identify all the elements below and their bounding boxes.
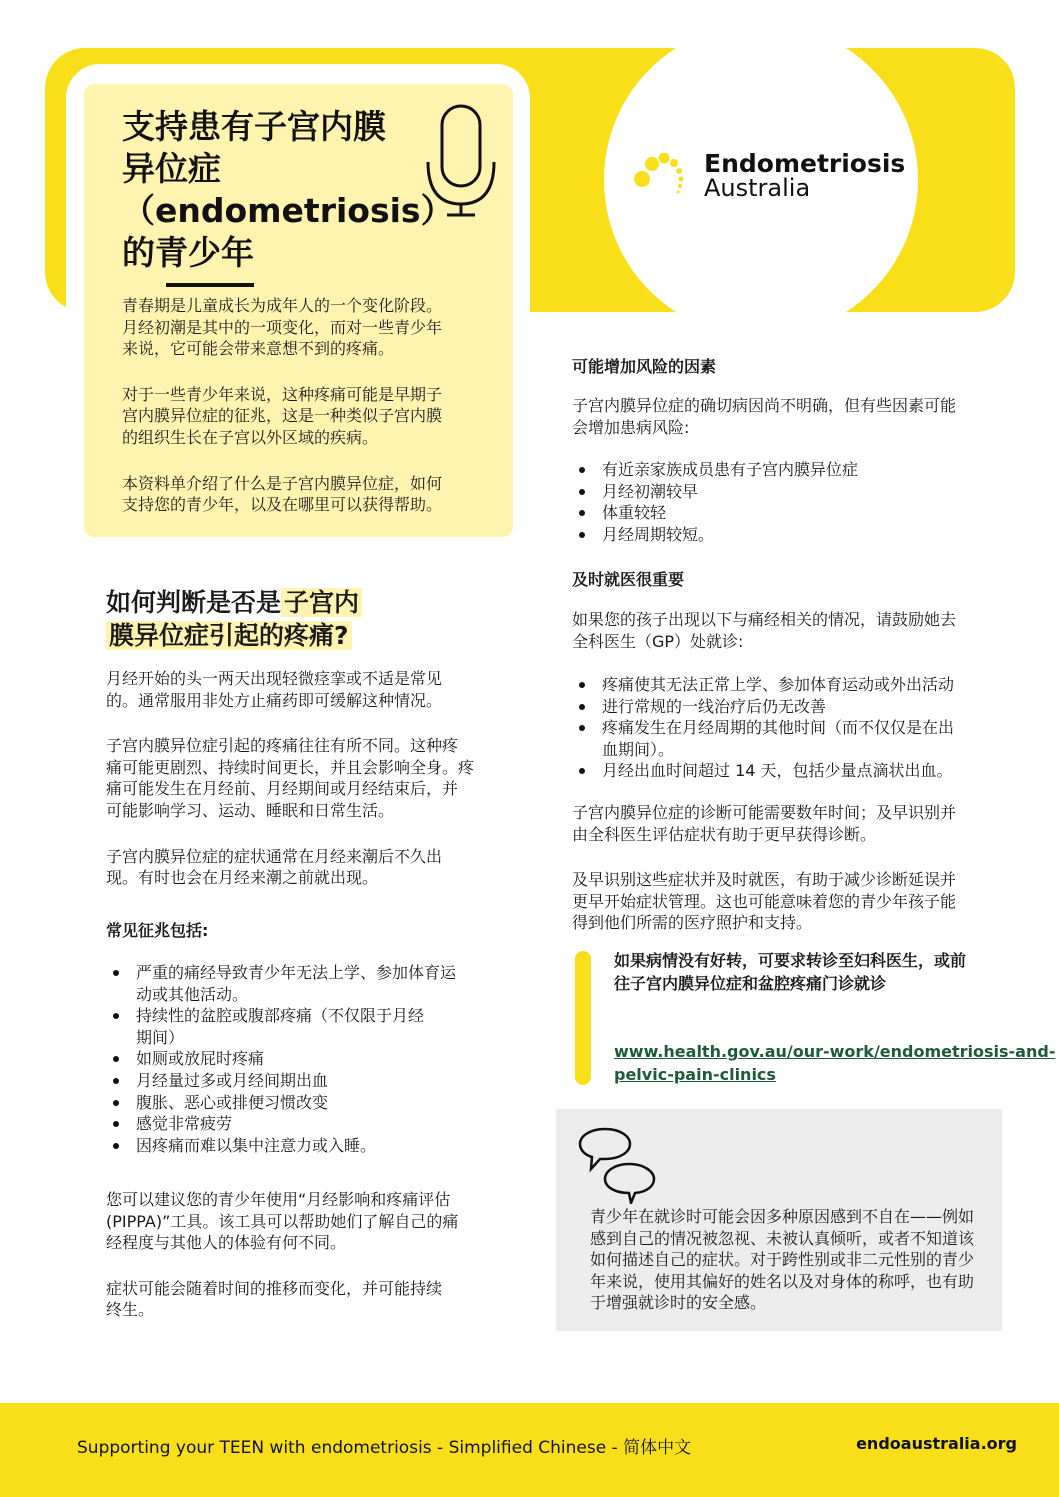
heading-highlight: 膜异位症引起的疼痛? xyxy=(106,621,352,650)
paragraph xyxy=(106,1278,458,1321)
text-line: 月经初潮较早 xyxy=(602,481,699,501)
list-item xyxy=(106,962,456,1005)
paragraph xyxy=(106,735,474,821)
text-line: 月经开始的头一两天出现轻微痉挛或不适是常见 xyxy=(106,669,443,688)
paragraph xyxy=(572,802,956,845)
list-item xyxy=(572,459,858,481)
paragraph xyxy=(106,846,474,889)
bullet-list xyxy=(106,962,456,1156)
list-item xyxy=(572,481,858,503)
text-line: 的青少年 xyxy=(122,233,254,272)
logo-name-line1: Endometriosis xyxy=(704,149,906,178)
page-title xyxy=(122,106,454,274)
text-line: pelvic-pain-clinics xyxy=(614,1065,776,1084)
paragraph xyxy=(122,295,442,360)
text-line: 严重的痛经导致青少年无法上学、参加体育运 xyxy=(136,963,457,982)
text-line: 会增加患病风险: xyxy=(572,417,690,437)
text-line: 支持患有子宫内膜 xyxy=(122,107,386,146)
list-item xyxy=(106,1135,456,1157)
text-line: 月经量过多或月经间期出血 xyxy=(136,1070,329,1090)
list-item xyxy=(572,696,954,718)
signs-list xyxy=(106,962,456,1156)
text-line: 子宫内膜异位症引起的疼痛往往有所不同。这种疼 xyxy=(106,736,459,756)
referral-callout xyxy=(614,949,966,995)
paragraph xyxy=(122,473,442,516)
text-line: 月经出血时间超过 14 天，包括少量点滴状出血。 xyxy=(602,761,953,781)
text-line: 血期间）。 xyxy=(602,739,675,759)
text-line: 如果您的孩子出现以下与痛经相关的情况，请鼓励她去 xyxy=(572,610,957,629)
text-line: 支持您的青少年，以及在哪里可以获得帮助。 xyxy=(122,495,443,515)
text-line: 因疼痛而难以集中注意力或入睡。 xyxy=(136,1135,377,1155)
text-line: 的组织生长在子宫以外区域的疾病。 xyxy=(122,427,379,447)
text-line: 往子宫内膜异位症和盆腔疼痛门诊就诊 xyxy=(614,974,887,993)
list-item xyxy=(106,1113,456,1135)
text-line: 于增强就诊时的安全感。 xyxy=(590,1293,767,1313)
bullet-list xyxy=(572,674,954,782)
intro-text xyxy=(122,295,442,516)
heading-text: 如何判断是否是 xyxy=(106,588,282,617)
tip-text xyxy=(590,1206,974,1314)
list-item xyxy=(106,1005,456,1048)
diagnosis-paragraphs xyxy=(572,802,956,934)
text-line: 青春期是儿童成长为成年人的一个变化阶段。 xyxy=(122,296,443,315)
text-line: 进行常规的一线治疗后仍无改善 xyxy=(602,696,827,716)
paragraph-gap xyxy=(122,360,442,384)
list-item xyxy=(572,502,858,524)
text-line: 子宫内膜异位症的诊断可能需要数年时间；及早识别并 xyxy=(572,803,957,822)
text-line: 的。通常服用非处方止痛药即可缓解这种情况。 xyxy=(106,690,443,710)
footer-title: Supporting your TEEN with endometriosis - Simplified Chinese - 简体中文 xyxy=(77,1438,692,1458)
text-line: 感觉非常疲劳 xyxy=(136,1114,233,1134)
text-line: 全科医生（GP）处就诊: xyxy=(572,631,744,651)
text-line: 子宫内膜异位症的症状通常在月经来潮后不久出 xyxy=(106,846,443,866)
text-line: 疼痛使其无法正常上学、参加体育运动或外出活动 xyxy=(602,675,955,694)
text-line: 有近亲家族成员患有子宫内膜异位症 xyxy=(602,460,859,479)
text-line: www.health.gov.au/our-work/endometriosis-and- xyxy=(614,1042,1056,1061)
callout-accent-bar xyxy=(575,951,591,1085)
section-heading-pain xyxy=(106,586,362,652)
text-line: 由全科医生评估症状有助于更早获得诊断。 xyxy=(572,824,877,844)
text-line: 痛可能发生在月经前、月经期间或月经结束后，并 xyxy=(106,779,459,799)
text-line: 感到自己的情况被忽视、未被认真倾听，或者不知道该 xyxy=(590,1228,975,1248)
text-line: 更早开始症状管理。这也可能意味着您的青少年孩子能 xyxy=(572,891,957,911)
text-line: (PIPPA)”工具。该工具可以帮助她们了解自己的痛 xyxy=(106,1211,459,1231)
speech-bubbles-icon xyxy=(578,1126,658,1208)
paragraph-gap xyxy=(572,845,956,869)
clinics-link[interactable] xyxy=(614,1040,1055,1086)
text-line: 疼痛发生在月经周期的其他时间（而不仅仅是在出 xyxy=(602,718,955,738)
gp-intro xyxy=(572,609,956,652)
text-line: 月经初潮是其中的一项变化，而对一些青少年 xyxy=(122,317,443,337)
text-line: 痛可能更剧烈、持续时间更长，并且会影响全身。疼 xyxy=(106,757,475,777)
list-item xyxy=(572,674,954,696)
logo-dots-icon xyxy=(632,153,692,199)
text-line: 持续性的盆腔或腹部疼痛（不仅限于月经 xyxy=(136,1006,425,1026)
list-item xyxy=(572,524,858,546)
title-underline xyxy=(166,283,254,287)
text-line: 宫内膜异位症的征兆，这是一种类似子宫内膜 xyxy=(122,406,443,426)
text-line: 本资料单介绍了什么是子宫内膜异位症，如何 xyxy=(122,473,443,493)
text-line: （endometriosis） xyxy=(122,191,454,230)
logo-name-line2: Australia xyxy=(704,174,811,202)
heading-highlight: 子宫内 xyxy=(281,588,362,617)
text-line: 如厕或放屁时疼痛 xyxy=(136,1049,265,1069)
text-line: 青少年在就诊时可能会因多种原因感到不自在——例如 xyxy=(590,1207,975,1226)
pain-paragraphs xyxy=(106,668,474,889)
text-line: 如何描述自己的症状。对于跨性别或非二元性别的青少 xyxy=(590,1250,975,1270)
paragraph xyxy=(572,869,956,934)
risk-heading: 可能增加风险的因素 xyxy=(572,357,717,376)
text-line: 来说，它可能会带来意想不到的疼痛。 xyxy=(122,339,395,359)
pippa-paragraphs xyxy=(106,1189,458,1321)
text-line: 动或其他活动。 xyxy=(136,984,249,1004)
bullet-list xyxy=(572,459,858,545)
text-line: 得到他们所需的医疗照护和支持。 xyxy=(572,913,813,933)
paragraph-gap xyxy=(122,449,442,473)
paragraph-gap xyxy=(106,711,474,735)
footer-website-link[interactable]: endoaustralia.org xyxy=(856,1434,1017,1453)
text-line: 可能影响学习、运动、睡眠和日常生活。 xyxy=(106,800,395,820)
list-item xyxy=(572,717,954,760)
text-line: 您可以建议您的青少年使用“月经影响和疼痛评估 xyxy=(106,1190,451,1209)
text-line: 腹胀、恶心或排便习惯改变 xyxy=(136,1092,329,1112)
gp-heading: 及时就医很重要 xyxy=(572,570,685,589)
text-line: 经程度与其他人的体验有何不同。 xyxy=(106,1233,347,1253)
text-line: 终生。 xyxy=(106,1300,155,1320)
microphone-icon xyxy=(425,104,497,224)
text-line: 如果病情没有好转，可要求转诊至妇科医生，或前 xyxy=(614,951,967,970)
text-line: 月经周期较短。 xyxy=(602,524,715,544)
text-line: 年来说，使用其偏好的姓名以及对身体的称呼，也有助 xyxy=(590,1271,975,1291)
text-line: 及早识别这些症状并及时就医，有助于减少诊断延误并 xyxy=(572,870,957,890)
risk-intro xyxy=(572,395,956,438)
list-item xyxy=(106,1092,456,1114)
paragraph-gap xyxy=(106,1254,458,1278)
paragraph-gap xyxy=(106,822,474,846)
list-item xyxy=(106,1048,456,1070)
list-item xyxy=(572,760,954,782)
text-line: 期间） xyxy=(136,1027,185,1047)
signs-heading: 常见征兆包括: xyxy=(106,921,209,940)
text-line: 现。有时也会在月经来潮之前就出现。 xyxy=(106,868,379,888)
paragraph xyxy=(106,1189,458,1254)
paragraph xyxy=(122,384,442,449)
text-line: 对于一些青少年来说，这种疼痛可能是早期子 xyxy=(122,384,443,404)
risk-list xyxy=(572,459,858,545)
text-line: 异位症 xyxy=(122,149,221,188)
endometriosis-australia-logo xyxy=(632,149,906,203)
gp-list xyxy=(572,674,954,782)
list-item xyxy=(106,1070,456,1092)
text-line: 体重较轻 xyxy=(602,503,667,523)
text-line: 症状可能会随着时间的推移而变化，并可能持续 xyxy=(106,1278,443,1298)
paragraph xyxy=(106,668,474,711)
text-line: 子宫内膜异位症的确切病因尚不明确，但有些因素可能 xyxy=(572,396,957,415)
